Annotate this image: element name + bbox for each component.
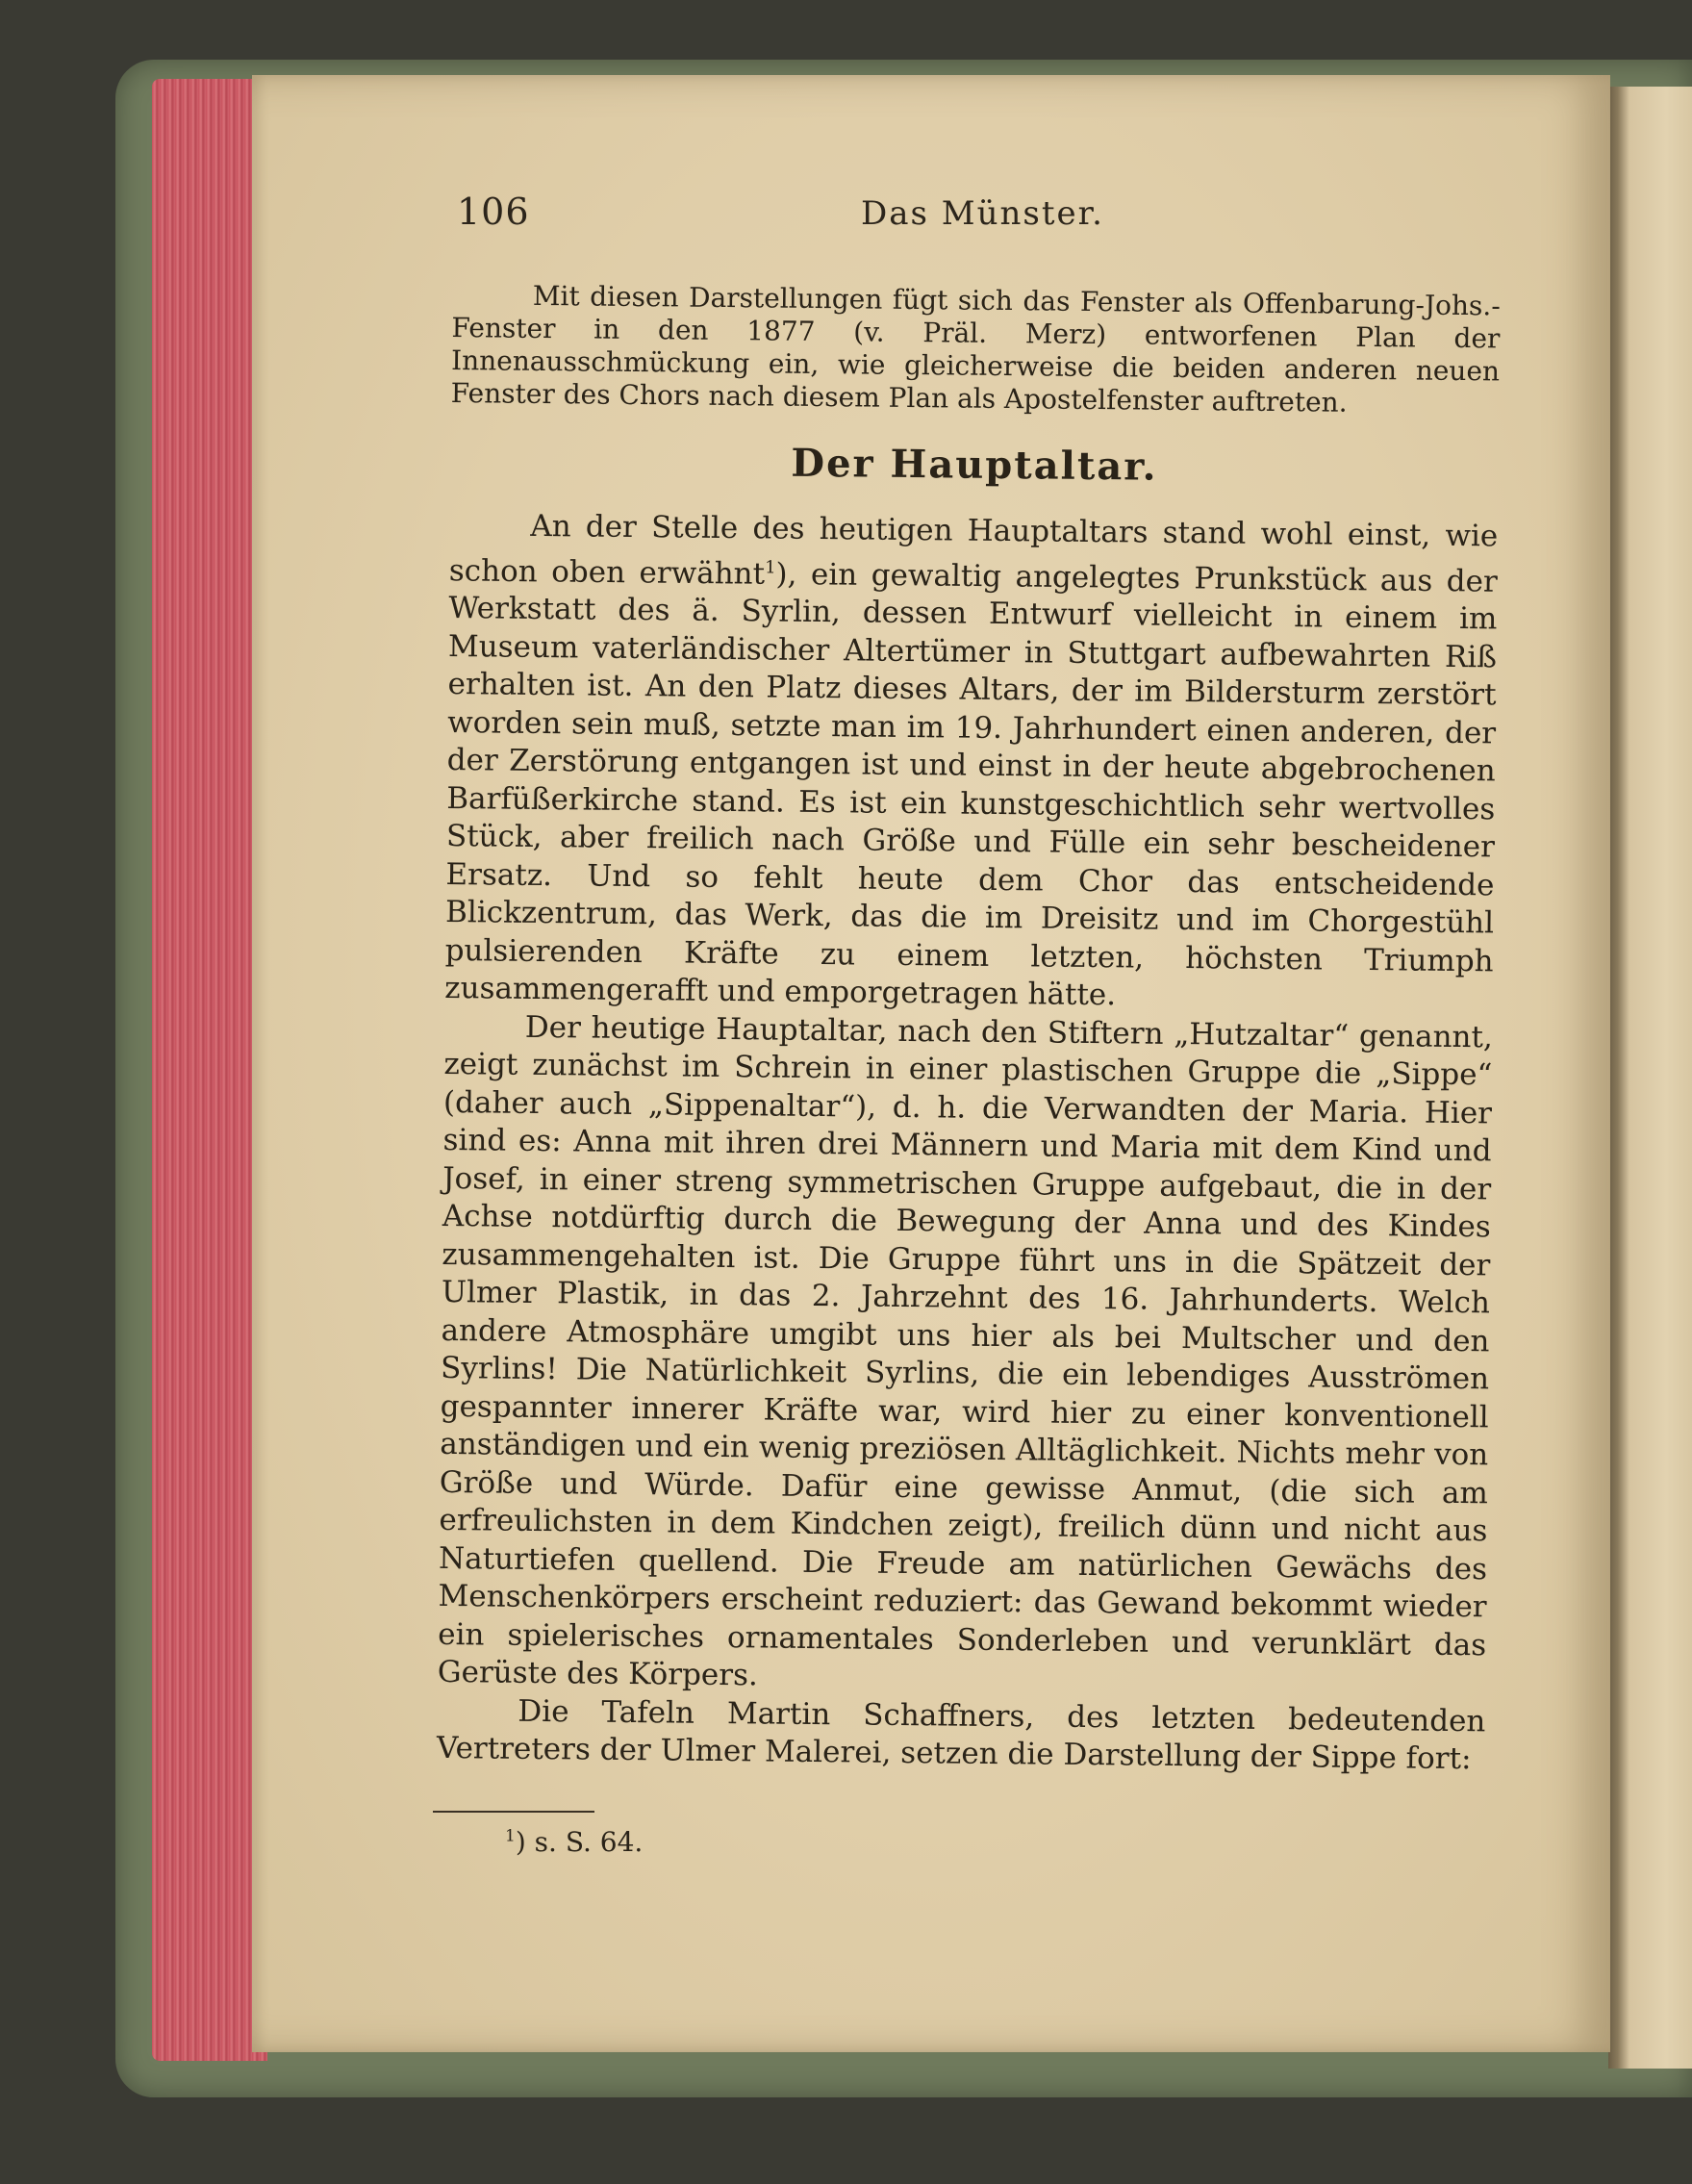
running-title: Das Münster.	[861, 194, 1104, 233]
right-page-edge	[1608, 87, 1692, 2069]
section-heading: Der Hauptaltar.	[791, 440, 1158, 490]
footnote-text: ) s. S. 64.	[515, 1826, 644, 1858]
body-section	[437, 507, 1499, 1779]
paragraph-1	[444, 507, 1498, 1019]
footnote-divider	[433, 1811, 594, 1813]
intro-section	[451, 279, 1501, 420]
text-block	[437, 279, 1501, 1779]
footnote-reference: 1	[765, 556, 776, 578]
paragraph-1-text-b: ), ein gewaltig angelegtes Prunkstück aus der Werkstatt des ä. Syrlin, dessen Entwurf vielleicht in einem im Museum vaterländischer Altertümer in Stuttgart aufbewahrten Riß erhalten ist. An den Platz dieses Altars, der im Bildersturm zerstört worden sein muß, setzte man im 19. Jahrhundert einen anderen, der der Zerstörung entgangen ist und einst in der heute abgebrochenen Barfüßerkirche stand. Es ist ein kunstgeschichtlich sehr wertvolles Stück, aber freilich nach Größe und Fülle ein sehr bescheidener Ersatz. Und so fehlt heute dem Chor das entscheidende Blickzentrum, das Werk, das die im Dreisitz und im Chorgestühl pulsierenden Kräfte zu einem letzten, höchsten Triumph zusammengerafft und emporgetragen hätte.	[444, 556, 1498, 1013]
paragraph-3: Die Tafeln Martin Schaffners, des letzten bedeutenden Vertreters der Ulmer Malerei, setzen die Darstellung der Sippe fort:	[436, 1693, 1486, 1777]
page-edges	[152, 79, 267, 2061]
footnote	[505, 1826, 643, 1858]
paragraph-1-text-a: An der Stelle des heutigen Hauptaltars stand wohl einst, wie schon oben erwähnt	[448, 508, 1499, 592]
intro-paragraph: Mit diesen Darstellungen fügt sich das Fenster als Offenbarung-Johs.-Fenster in den 1877 (v. Präl. Merz) entworfenen Plan der Innenausschmückung ein, wie gleicherweise die beiden anderen neuen Fenster des Chors nach diesem Plan als Apostelfenster auftreten.	[450, 279, 1501, 419]
page-number: 106	[457, 190, 530, 233]
paragraph-2: Der heutige Hauptaltar, nach den Stiftern „Hutzaltar“ genannt, zeigt zunächst im Schrein in einer plastischen Gruppe die „Sippe“ (daher auch „Sippenaltar“), d. h. die Verwandten der Maria. Hier sind es: Anna mit ihren drei Männern und Maria mit dem Kind und Josef, in einer streng symmetrischen Gruppe aufgebaut, die in der Achse notdürftig durch die Bewegung der Anna und des Kindes zusammengehalten ist. Die Gruppe führt uns in die Spätzeit der Ulmer Plastik, in das 2. Jahrzehnt des 16. Jahrhunderts. Welch andere Atmosphäre umgibt uns hier als bei Multscher und den Syrlins! Die Natürlichkeit Syrlins, die ein lebendiges Ausströmen gespannter innerer Kräfte war, wird hier zu einer konventionell anständigen und ein wenig preziösen Alltäglichkeit. Nichts mehr von Größe und Würde. Dafür eine gewisse Anmut, (die sich am erfreulichsten in dem Kindchen zeigt), freilich dünn und nicht aus Naturtiefen quellend. Die Freude am natürlichen Gewächs des Menschenkörpers erscheint reduziert: das Gewand bekommt wieder ein spielerisches ornamentales Sonderleben und verunklärt das Gerüste des Körpers.	[437, 1009, 1493, 1693]
footnote-marker: 1	[505, 1826, 516, 1846]
page-header	[457, 190, 1496, 239]
